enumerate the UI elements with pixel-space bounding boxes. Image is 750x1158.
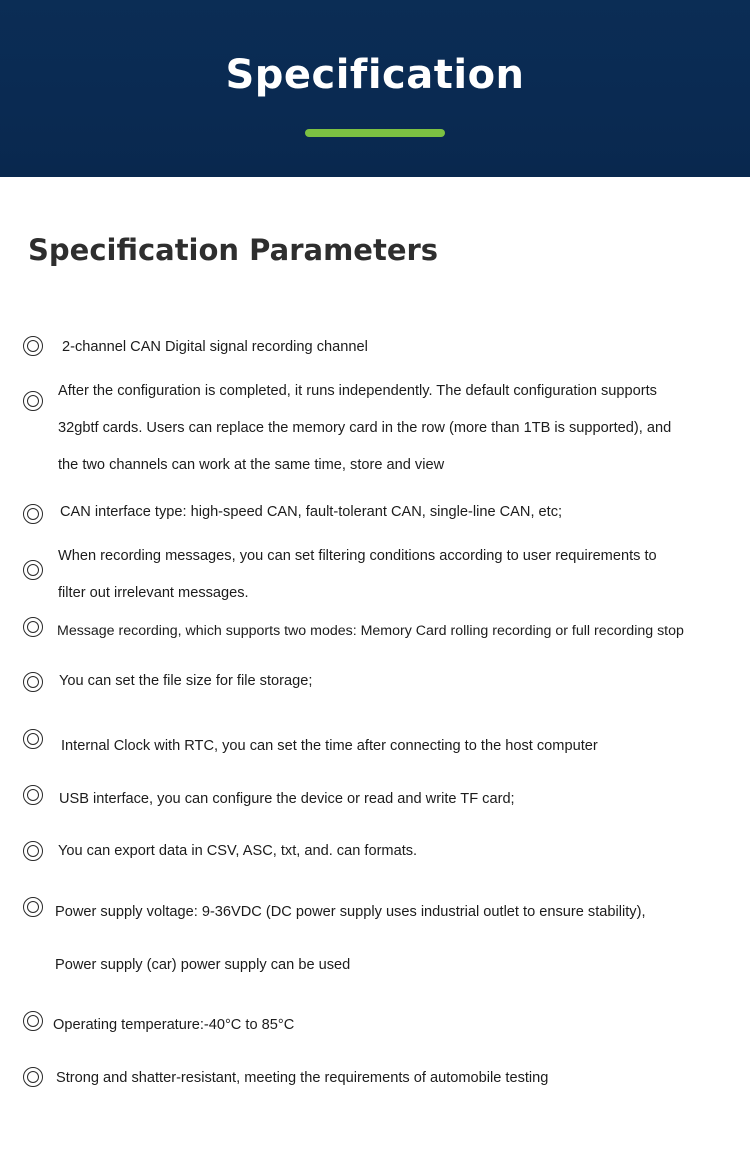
circle-bullet-icon: [23, 391, 43, 411]
header-banner: [0, 0, 750, 177]
spec-item-text: Message recording, which supports two modes: Memory Card rolling recording or full recording stop: [57, 623, 684, 639]
spec-item-text: 32gbtf cards. Users can replace the memory card in the row (more than 1TB is supported), and: [58, 420, 672, 436]
spec-item-text: You can set the file size for file storage;: [59, 673, 313, 689]
circle-bullet-icon: [23, 560, 43, 580]
circle-bullet-icon: [23, 504, 43, 524]
circle-bullet-icon: [23, 785, 43, 805]
spec-item-text: filter out irrelevant messages.: [58, 585, 249, 601]
spec-item-text: USB interface, you can configure the device or read and write TF card;: [59, 791, 515, 807]
spec-item-text: Strong and shatter-resistant, meeting the requirements of automobile testing: [56, 1070, 549, 1086]
spec-item-text: After the configuration is completed, it runs independently. The default configuration supports: [58, 383, 657, 399]
spec-item-text: Operating temperature:-40°C to 85°C: [53, 1017, 295, 1033]
spec-item-text: You can export data in CSV, ASC, txt, and. can formats.: [58, 843, 418, 859]
spec-item-text: the two channels can work at the same time, store and view: [58, 457, 445, 473]
circle-bullet-icon: [23, 841, 43, 861]
title-underline-bar: [305, 129, 445, 137]
spec-item-text: 2-channel CAN Digital signal recording channel: [62, 339, 368, 355]
circle-bullet-icon: [23, 1067, 43, 1087]
circle-bullet-icon: [23, 1011, 43, 1031]
spec-item-text: When recording messages, you can set filtering conditions according to user requirements to: [58, 548, 657, 564]
spec-item-text: CAN interface type: high-speed CAN, fault-tolerant CAN, single-line CAN, etc;: [60, 504, 563, 520]
circle-bullet-icon: [23, 729, 43, 749]
circle-bullet-icon: [23, 897, 43, 917]
banner-title: Specification: [225, 52, 525, 98]
spec-item-text: Internal Clock with RTC, you can set the time after connecting to the host computer: [61, 738, 598, 754]
circle-bullet-icon: [23, 617, 43, 637]
section-heading: Specification Parameters: [28, 233, 439, 267]
circle-bullet-icon: [23, 672, 43, 692]
spec-item-text: Power supply voltage: 9-36VDC (DC power supply uses industrial outlet to ensure stability),: [55, 904, 646, 920]
spec-item-text: Power supply (car) power supply can be used: [55, 957, 351, 973]
circle-bullet-icon: [23, 336, 43, 356]
